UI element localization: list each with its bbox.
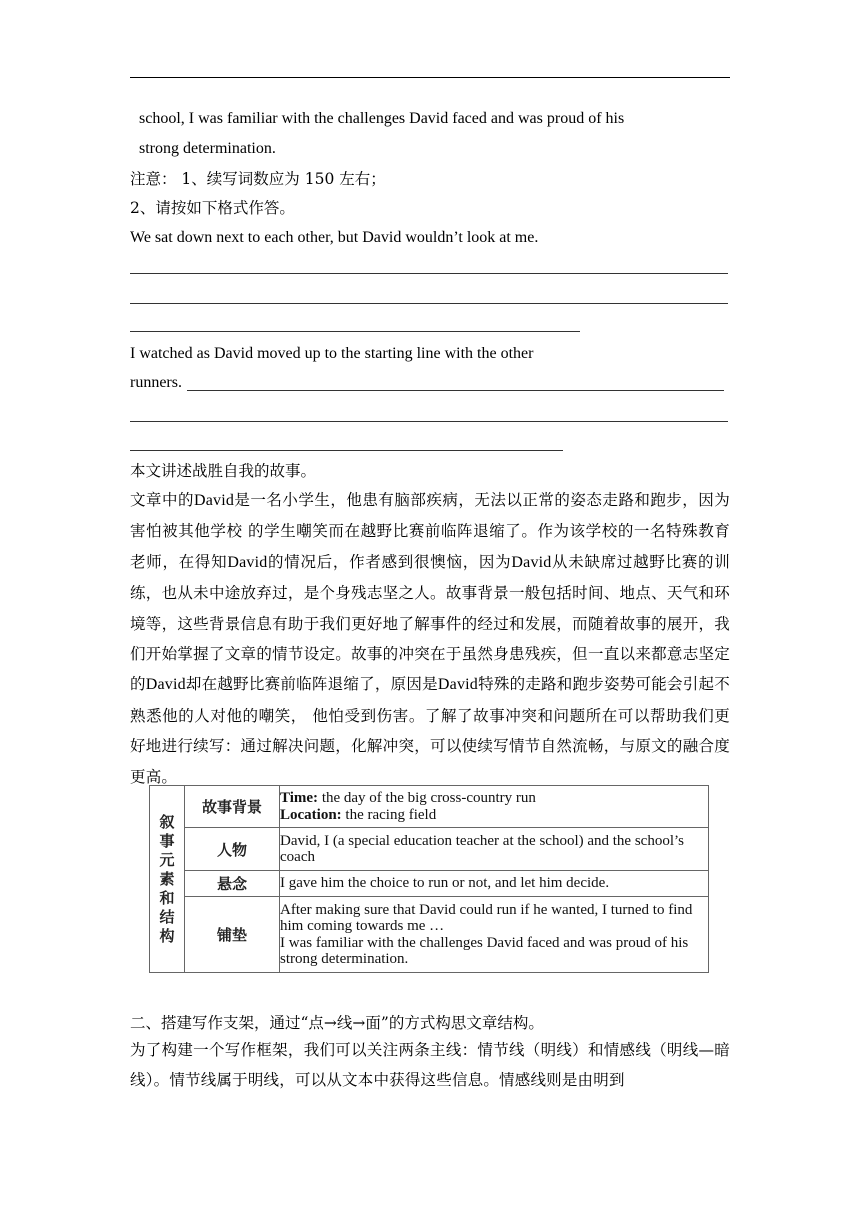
answer-line-4 [187, 390, 724, 391]
row-label-suspense: 悬念 [185, 871, 280, 897]
answer-line-3 [130, 331, 580, 332]
answer-line-1 [130, 273, 728, 274]
passage-line-2: strong determination. [139, 140, 276, 157]
row-content-characters: David, I (a special education teacher at the school) and the school’s coach [280, 828, 709, 871]
text-run-en: David [194, 492, 235, 509]
table-row [150, 786, 709, 828]
prompt-first-paragraph: We sat down next to each other, but David wouldn’t look at me. [130, 229, 539, 246]
row-content-suspense: I gave him the choice to run or not, and let him decide. [280, 871, 709, 897]
prompt-second-paragraph-end: runners. [130, 374, 182, 391]
text-run-en: David [145, 676, 186, 694]
passage-line-1: school, I was familiar with the challenges David faced and was proud of his [139, 110, 625, 127]
text-run-en: David [511, 553, 552, 571]
text-run: 从未缺席过越野比赛的训练，也从未中途放弃过，是个身残志坚之人。故事背景一般包括时间、地点、天气和环境等，这些背景信息有助于我们更好地了解事件的经过和发展，而随着故事的展开，我们开始掌握了文章的情节设定。故事的冲突在于虽然身患残疾，但一直以来都意志坚定的 [130, 552, 730, 694]
answer-line-5 [130, 421, 728, 422]
analysis-paragraph [130, 485, 730, 792]
row-label-characters: 人物 [185, 828, 280, 871]
row-content-foreshadowing [280, 897, 709, 973]
text-run-en: David [437, 676, 479, 694]
table-side-label: 叙 事 元 素 和 结 构 [150, 786, 185, 973]
header-rule [130, 77, 730, 78]
location-key: Location: [280, 806, 342, 823]
foreshadow-text-2: I was familiar with the challenges David faced and was proud of his strong determination. [280, 934, 689, 967]
section-2-paragraph: 为了构建一个写作框架，我们可以关注两条主线：情节线（明线）和情感线（明线—暗线）。情节线属于明线，可以从文本中获得这些信息。情感线则是由明到 [130, 1041, 730, 1090]
answer-line-2 [130, 303, 728, 304]
table-row [150, 871, 709, 897]
text-run: 特殊的走路和跑步姿势可能会引起不熟悉他的人对他的嘲笑， 他怕受到伤害。了解了故事冲突和问题所在可以帮助我们更好地进行续写：通过解决问题，化解冲突，可以使续写情节自然流畅，与原文的融合度更高。 [130, 675, 731, 786]
text-run: 是一名小学生，他患有脑部疾病，无法以正常的姿态走路和跑步，因为害怕被其他学校 的学生嘲笑而在越野比赛前临阵退缩了。作为该学校的一名特殊教育老师，在得知 [130, 491, 731, 571]
location-value: the racing field [341, 806, 437, 823]
row-label-background: 故事背景 [185, 786, 280, 828]
foreshadow-text-1: After making sure that David could run if he wanted, I turned to find him coming towards me … [280, 901, 693, 934]
text-run: 的情况后，作者感到很懊恼，因为 [267, 552, 512, 571]
note-word-count: 注意： 1、续写词数应为 150 左右； [130, 170, 386, 188]
text-run-en: David [227, 553, 268, 571]
text-run: 却在越野比赛前临阵退缩了，原因是 [185, 675, 438, 694]
prompt-second-paragraph: I watched as David moved up to the starting line with the other [130, 345, 534, 362]
table-row [150, 897, 709, 973]
time-value: the day of the big cross-country run [318, 790, 536, 806]
row-label-foreshadowing: 铺垫 [185, 897, 280, 973]
table-row [150, 828, 709, 871]
row-content-background [280, 786, 709, 828]
answer-line-6 [130, 450, 563, 451]
section-2-heading: 二、搭建写作支架，通过“点→线→面”的方式构思文章结构。 [130, 1014, 544, 1032]
time-key: Time: [280, 790, 319, 806]
narrative-elements-table [149, 785, 709, 973]
note-format: 2、请按如下格式作答。 [130, 199, 295, 217]
text-run: 文章中的 [130, 491, 194, 509]
analysis-summary: 本文讲述战胜自我的故事。 [130, 462, 317, 480]
